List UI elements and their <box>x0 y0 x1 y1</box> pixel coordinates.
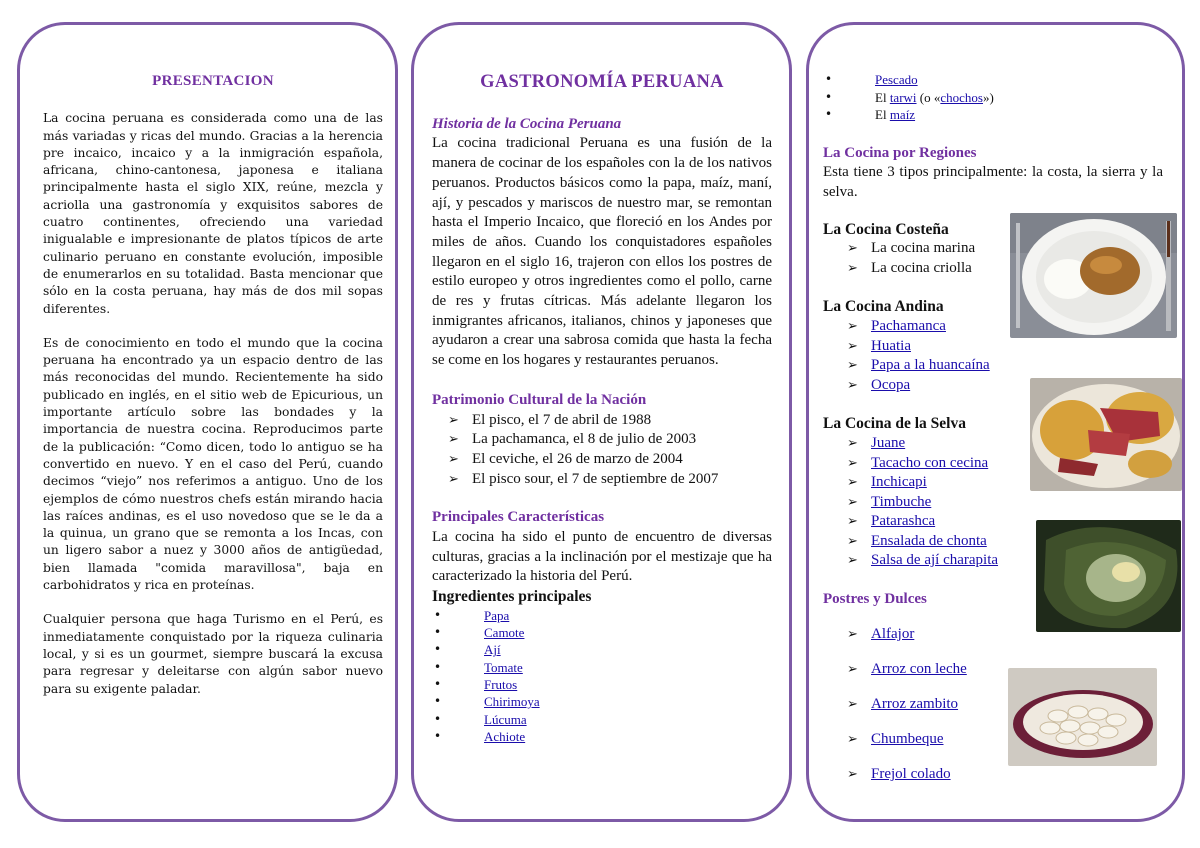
ingrediente-link[interactable]: Ají <box>484 642 501 658</box>
caracteristicas-heading: Principales Características <box>432 509 605 526</box>
ingrediente-item <box>823 71 1163 89</box>
dish-link[interactable]: Ocopa <box>871 376 911 393</box>
costena-dish-photo <box>1010 213 1177 338</box>
ingrediente-link[interactable]: Frutos <box>484 677 518 693</box>
dish-link[interactable]: Alfajor <box>871 625 915 642</box>
ingrediente-item <box>432 693 772 710</box>
patrimonio-item: ➢ El pisco, el 7 de abril de 1988 <box>448 411 772 431</box>
andina-heading: La Cocina Andina <box>823 298 944 316</box>
ingrediente-link[interactable]: Lúcuma <box>484 711 527 727</box>
ingredientes-heading: Ingredientes principales <box>432 588 592 606</box>
dish-link[interactable]: Patarashca <box>871 513 936 530</box>
selva-item <box>847 493 1163 513</box>
dish-link[interactable]: Timbuche <box>871 493 932 510</box>
ingrediente-link[interactable]: Papa <box>484 607 510 623</box>
caracteristicas-text: La cocina ha sido el punto de encuentro de diversas culturas, gracias a la inclinación por el mestizaje que ha caracterizado la historia del Perú. <box>432 529 772 585</box>
dish-link[interactable]: Chumbeque <box>871 731 944 748</box>
patrimonio-item: ➢ El ceviche, el 26 de marzo de 2004 <box>448 450 772 470</box>
ingrediente-link[interactable]: Camote <box>484 625 525 641</box>
patrimonio-list <box>432 411 772 490</box>
dish-link[interactable]: Salsa de ají charapita <box>871 552 999 569</box>
dish-link[interactable]: Arroz zambito <box>871 696 959 713</box>
ingrediente-item <box>432 676 772 693</box>
dish-link[interactable]: Huatia <box>871 337 911 354</box>
gastronomia-title: GASTRONOMÍA PERUANA <box>480 72 724 92</box>
presentacion-content <box>43 73 383 715</box>
ingrediente-link[interactable]: Achiote <box>484 728 526 744</box>
ingrediente-item <box>432 711 772 728</box>
postres-heading: Postres y Dulces <box>823 591 927 608</box>
ingrediente-item <box>432 641 772 658</box>
ingrediente-link[interactable]: Chirimoya <box>484 694 540 710</box>
panel-presentacion <box>17 22 398 822</box>
ingrediente-link[interactable]: Tomate <box>484 659 523 675</box>
postre-item <box>847 765 1163 785</box>
dish-link[interactable]: Papa a la huancaína <box>871 357 990 374</box>
ingrediente-item: • El maíz <box>823 106 1163 124</box>
costena-item: ➢ La cocina marina <box>847 239 1163 259</box>
ingrediente-item <box>432 659 772 676</box>
andina-item <box>847 356 1163 376</box>
costena-item: ➢ La cocina criolla <box>847 259 1163 279</box>
ingredientes-continued-list <box>823 71 1163 124</box>
ingrediente-link[interactable]: Pescado <box>875 72 918 87</box>
dish-link[interactable]: Pachamanca <box>871 317 946 334</box>
andina-item <box>847 337 1163 357</box>
dish-link[interactable]: Inchicapi <box>871 474 927 491</box>
patrimonio-item: ➢ El pisco sour, el 7 de septiembre de 2007 <box>448 470 772 490</box>
selva-heading: La Cocina de la Selva <box>823 415 966 433</box>
regiones-heading: La Cocina por Regiones <box>823 144 977 161</box>
presentacion-paragraph: Es de conocimiento en todo el mundo que la cocina peruana ha encontrado ya un espacio dentro de las más reconocidas del mundo. Recientemente ha sido publicado en inglés, en el sitio web de Epicurious, un importante artículo sobre las bondades y la importancia de nuestra cocina. Reproducimos parte de la publicación: “Como dicen, todo lo antiguo se ha convertido en nuevo. Y en el caso del Perú, cuando decimos “viejo” nos referimos a antiguo. Uno de los ejemplos de cómo nuestros chefs están mirando hacia las raíces andinas, es el uso novedoso que se le da a la quinua, un grano que se remonta a los Incas, con un ligero sabor a nuez y 3000 años de antigüedad, bien llamada "comida maravillosa", baja en carbohidratos y rica en proteínas. <box>43 335 383 593</box>
dish-link[interactable]: Frejol colado <box>871 766 951 783</box>
ingrediente-item <box>432 728 772 745</box>
historia-heading: Historia de la Cocina Peruana <box>432 115 622 132</box>
ingrediente-item: • El tarwi (o «chochos») <box>823 89 1163 107</box>
historia-text: La cocina tradicional Peruana es una fusión de la manera de cocinar de los españoles con la de los nativos peruanos. Productos básicos como la papa, maíz, maní, ají, y pescados y mariscos de nuestro mar, se remontan hasta el Imperio Incaico, que floreció en los Andes por miles de años. Cuando los conquistadores españoles llegaron en el siglo 16, trajeron con ellos los postres de estilo europeo y otros ingredientes como el pollo, carne de res y frutas cítricas. Más adelante llegaron los inmigrantes africanos, italianos, chinos y japoneses que ayudaron a crear una sabrosa comida que hasta la fecha se come en los hogares y restaurantes peruanos. <box>432 135 772 369</box>
ingrediente-link[interactable]: chochos <box>940 89 983 105</box>
ingrediente-item <box>432 624 772 641</box>
ingrediente-link[interactable]: tarwi <box>889 89 917 105</box>
juane-photo <box>1036 520 1181 632</box>
dish-link[interactable]: Juane <box>871 434 906 451</box>
panel-regiones <box>806 22 1185 822</box>
ingredientes-list <box>432 607 772 745</box>
costena-heading: La Cocina Costeña <box>823 220 949 238</box>
panel-gastronomia <box>411 22 792 822</box>
presentacion-title: PRESENTACION <box>152 73 274 89</box>
selva-dish-photo <box>1030 378 1182 491</box>
dish-link[interactable]: Arroz con leche <box>871 660 967 677</box>
ingrediente-link[interactable]: maíz <box>889 107 916 123</box>
regiones-text: Esta tiene 3 tipos principalmente: la costa, la sierra y la selva. <box>823 164 1163 200</box>
presentacion-paragraph: Cualquier persona que haga Turismo en el Perú, es inmediatamente conquistado por la riqueza culinaria local, y si es un gourmet, siempre buscará la excusa para regresar y deleitarse con algún sabor nuevo para su exigente paladar. <box>43 612 383 696</box>
ingrediente-item <box>432 607 772 624</box>
dish-link[interactable]: Tacacho con cecina <box>871 454 989 471</box>
gastronomia-content <box>432 73 772 745</box>
presentacion-paragraph: La cocina peruana es considerada como una de las más variadas y ricas del mundo. Gracias a la herencia pre incaico, incaico y a la inmigración española, africana, chino-cantonesa, japonesa e italiana principalmente hasta el siglo XIX, reúne, mezcla y acriolla una gastronomía y exquisitos sabores de cuatro continentes, ofreciendo una variedad inigualable e impresionante de platos típicos de arte culinario peruano en constante evolución, imposible de enumerarlos en su totalidad. Basta mencionar que sólo en la costa peruana, hay más de dos mil sopas diferentes. <box>43 111 383 316</box>
dish-link[interactable]: Ensalada de chonta <box>871 532 987 549</box>
patrimonio-item: ➢ La pachamanca, el 8 de julio de 2003 <box>448 430 772 450</box>
alfajor-photo <box>1008 668 1157 766</box>
patrimonio-heading: Patrimonio Cultural de la Nación <box>432 391 647 408</box>
